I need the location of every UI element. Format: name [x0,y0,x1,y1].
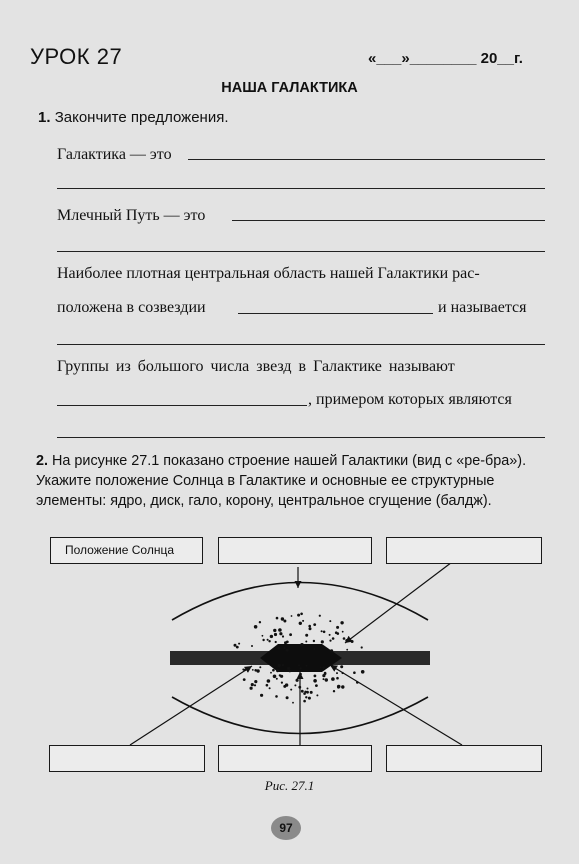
sentence-galaxy: Галактика — это [57,146,172,163]
bulge-star [251,683,254,686]
bulge-star [306,691,309,694]
bulge-star [342,631,344,633]
bulge-star [270,672,272,674]
bulge-star [329,634,331,636]
bulge-star [290,689,292,691]
bulge-star [236,646,239,649]
bulge-star [282,664,284,666]
bulge-star [346,649,348,651]
task1-instruction: Закончите предложения. [54,109,229,126]
sentence-clusters-line1: Группы из большого числа звезд в Галактике называют [57,358,455,375]
bulge-star [329,620,331,622]
bulge-star [298,664,300,666]
bulge-star [234,644,237,647]
bulge-star [254,684,256,686]
lesson-number: УРОК 27 [30,44,123,69]
bulge-star [238,643,240,645]
bulge-star [292,702,294,704]
bulge-star [277,647,280,650]
bulge-star [300,643,304,647]
bulge-star [323,678,325,680]
bulge-star [296,679,299,682]
label-sun-position: Положение Солнца [65,543,175,557]
bulge-star [321,640,324,643]
label-box-empty[interactable] [386,745,542,772]
bulge-star [262,635,264,637]
label-box-empty[interactable] [386,537,542,564]
bulge-star [273,675,277,679]
bulge-star [252,669,254,671]
bulge-star [303,700,306,703]
figure-caption: Рис. 27.1 [264,778,315,793]
bulge-star [272,669,275,672]
bulge-star [336,626,339,629]
task2-number: 2. [36,453,49,469]
bulge-star [243,678,246,681]
bulge-star [309,627,312,630]
bulge-star [343,637,346,640]
bulge-star [313,679,317,683]
bulge-star [281,617,284,620]
bulge-star [331,677,335,681]
bulge-star [299,622,302,625]
label-box-empty[interactable] [218,537,372,564]
bulge-star [259,621,261,623]
bulge-star [314,675,317,678]
bulge-star [353,671,356,674]
sentence-center-line2: положена в созвездии [57,299,206,316]
bulge-star [286,649,289,652]
bulge-star [254,625,258,629]
bulge-star [275,695,278,698]
bulge-star [332,637,335,640]
bulge-star [337,685,341,689]
bulge-star [324,673,327,676]
bulge-star [274,633,277,636]
bulge-star [333,690,335,692]
bulge-star [321,630,323,632]
date-field[interactable]: «___»________ 20__г. [368,50,523,67]
bulge-star [325,678,328,681]
bulge-star [299,667,301,669]
bulge-star [316,694,318,696]
bulge-star [278,664,281,667]
sentence-clusters-suffix: , примером которых являются [308,391,512,408]
task1-number: 1. [38,109,51,126]
bulge-star [276,669,279,672]
bulge-star [361,646,363,648]
bulge-star [340,665,343,668]
bulge-star [303,692,306,695]
bulge-star [260,694,263,697]
bulge-star [297,614,300,617]
bulge-star [279,632,282,635]
bulge-star [282,635,284,637]
bulge-star [313,640,315,642]
bulge-star [307,688,309,690]
bulge-star [308,625,311,628]
bulge-star [276,678,278,680]
bulge-star [340,621,343,624]
bulge-star [262,639,264,641]
bulge-star [289,633,292,636]
bulge-star [305,634,308,637]
bulge-star [351,640,354,643]
label-box-empty[interactable] [218,745,372,772]
bulge-star [281,682,283,684]
bulge-star [361,670,365,674]
bulge-star [287,668,289,670]
bulge-star [323,631,326,634]
page-number: 97 [271,816,301,840]
bulge-star [270,635,273,638]
sentence-center-line1: Наиболее плотная центральная область нашей Галактики рас- [57,265,480,282]
label-box-sun-position[interactable] [50,537,203,564]
bulge-star [305,696,307,698]
bulge-star [308,697,311,700]
bulge-star [285,683,288,686]
bulge-star [315,684,318,687]
bulge-star [268,640,270,642]
bulge-star [320,667,322,669]
bulge-star [283,620,286,623]
bulge-star [275,641,277,643]
bulge-star [266,684,269,687]
bulge-star [254,680,257,683]
bulge-star [269,687,271,689]
bulge-star [284,641,287,644]
bulge-star [329,640,331,642]
bulge-star [250,687,253,690]
page-title: НАША ГАЛАКТИКА [221,80,358,96]
bulge-star [336,672,338,674]
bulge-star [335,631,338,634]
bulge-star [305,641,307,643]
bulge-star [313,623,316,626]
bulge-star [313,648,315,650]
bulge-star [300,613,303,616]
bulge-star [294,684,296,686]
bulge-star [273,629,276,632]
bulge-star [256,669,259,672]
pointer-line [130,666,252,745]
bulge-star [301,690,304,693]
bulge-star [259,666,261,668]
bulge-star [276,617,279,620]
bulge-star [278,628,282,632]
sentence-center-suffix: и называется [438,299,527,316]
bulge-star [341,685,344,688]
bulge-star [280,675,283,678]
bulge-star [267,679,271,683]
bulge-star [251,645,253,647]
task2-instruction: На рисунке 27.1 показано строение нашей Галактики (вид с «ре-бра»). Укажите положение Солнца в Галактике и основные ее структурные элементы: ядро, диск, гало, корону, центральное сгущение (балдж). [36,453,527,509]
sentence-milky-way: Млечный Путь — это [57,207,206,224]
bulge-star [336,677,339,680]
halo-arc-top [172,583,428,621]
bulge-star [310,691,313,694]
bulge-star [283,647,285,649]
bulge-star [330,649,333,652]
bulge-star [322,666,325,669]
bulge-star [319,615,321,617]
bulge-star [305,665,307,667]
pointer-line [330,665,462,745]
label-box-empty[interactable] [49,745,205,772]
bulge-star [267,639,269,641]
bulge-star [291,615,293,617]
bulge-star [289,670,292,673]
bulge-star [286,696,289,699]
bulge-star [302,620,304,622]
